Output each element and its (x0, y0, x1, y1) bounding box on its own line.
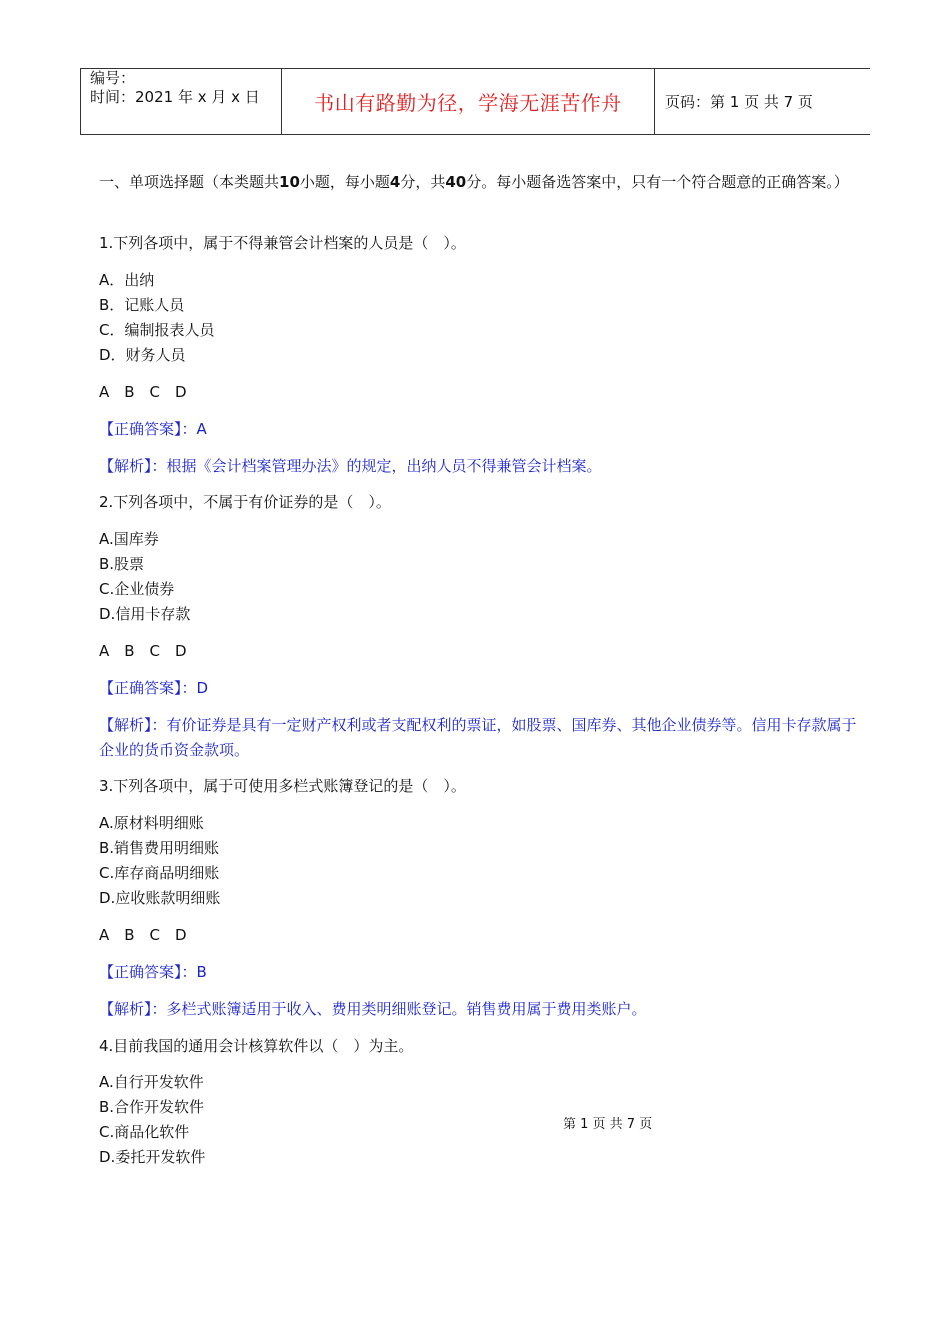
intro-text: 分，共 (400, 173, 446, 191)
option: A．出纳 (99, 271, 155, 289)
correct-answer: 【正确答案】：D (99, 679, 209, 697)
question-stem: 4.目前我国的通用会计核算软件以（ ）为主。 (99, 1037, 414, 1055)
number-label: 编号： (90, 69, 136, 87)
option: B.合作开发软件 (99, 1098, 205, 1116)
correct-answer: 【正确答案】：B (99, 963, 207, 981)
intro-count: 10 (279, 173, 300, 191)
intro-total: 40 (445, 173, 467, 191)
option: B．记账人员 (99, 296, 185, 314)
intro-text: 一、单项选择题（本类题共 (99, 173, 280, 191)
answer-choices: A B C D (99, 642, 187, 660)
header-table (80, 68, 870, 135)
answer-choices: A B C D (99, 926, 187, 944)
option: A.自行开发软件 (99, 1073, 204, 1091)
time-label: 时间：2021 年 x 月 x 日 (90, 88, 260, 106)
page-footer: 第 1 页 共 7 页 (563, 1117, 653, 1132)
answer-choices: A B C D (99, 383, 187, 401)
header-mid-cell (282, 69, 655, 134)
intro-text: 小题，每小题 (299, 173, 390, 191)
page-label: 页码：第 1 页 共 7 页 (665, 93, 813, 111)
option: D．财务人员 (99, 346, 186, 364)
option: D.信用卡存款 (99, 605, 191, 623)
analysis: 【解析】：有价证券是具有一定财产权利或者支配权利的票证，如股票、国库券、其他企业债券等。信用卡存款属于企业的货币资金款项。 (99, 716, 857, 759)
question-stem: 2.下列各项中，不属于有价证券的是（ ）。 (99, 493, 391, 511)
analysis: 【解析】：多栏式账簿适用于收入、费用类明细账登记。销售费用属于费用类账户。 (99, 1000, 647, 1018)
option: D.委托开发软件 (99, 1148, 206, 1166)
header-left-cell (81, 69, 282, 134)
question-stem: 1.下列各项中，属于不得兼管会计档案的人员是（ ）。 (99, 234, 466, 252)
intro-points: 4 (389, 173, 401, 191)
question-stem: 3.下列各项中，属于可使用多栏式账簿登记的是（ ）。 (99, 777, 466, 795)
analysis: 【解析】：根据《会计档案管理办法》的规定，出纳人员不得兼管会计档案。 (99, 457, 602, 475)
option: C.企业债券 (99, 580, 175, 598)
option: A.原材料明细账 (99, 814, 204, 832)
intro (99, 170, 871, 195)
option: C.商品化软件 (99, 1123, 190, 1141)
option: C.库存商品明细账 (99, 864, 220, 882)
option: A.国库券 (99, 530, 159, 548)
option: B.股票 (99, 555, 145, 573)
option: D.应收账款明细账 (99, 889, 221, 907)
option: B.销售费用明细账 (99, 839, 220, 857)
motto: 书山有路勤为径，学海无涯苦作舟 (314, 91, 622, 115)
option: C．编制报表人员 (99, 321, 215, 339)
correct-answer: 【正确答案】：A (99, 420, 207, 438)
header-right-cell (655, 69, 870, 134)
intro-text: 分。每小题备选答案中，只有一个符合题意的正确答案。） (466, 173, 849, 191)
